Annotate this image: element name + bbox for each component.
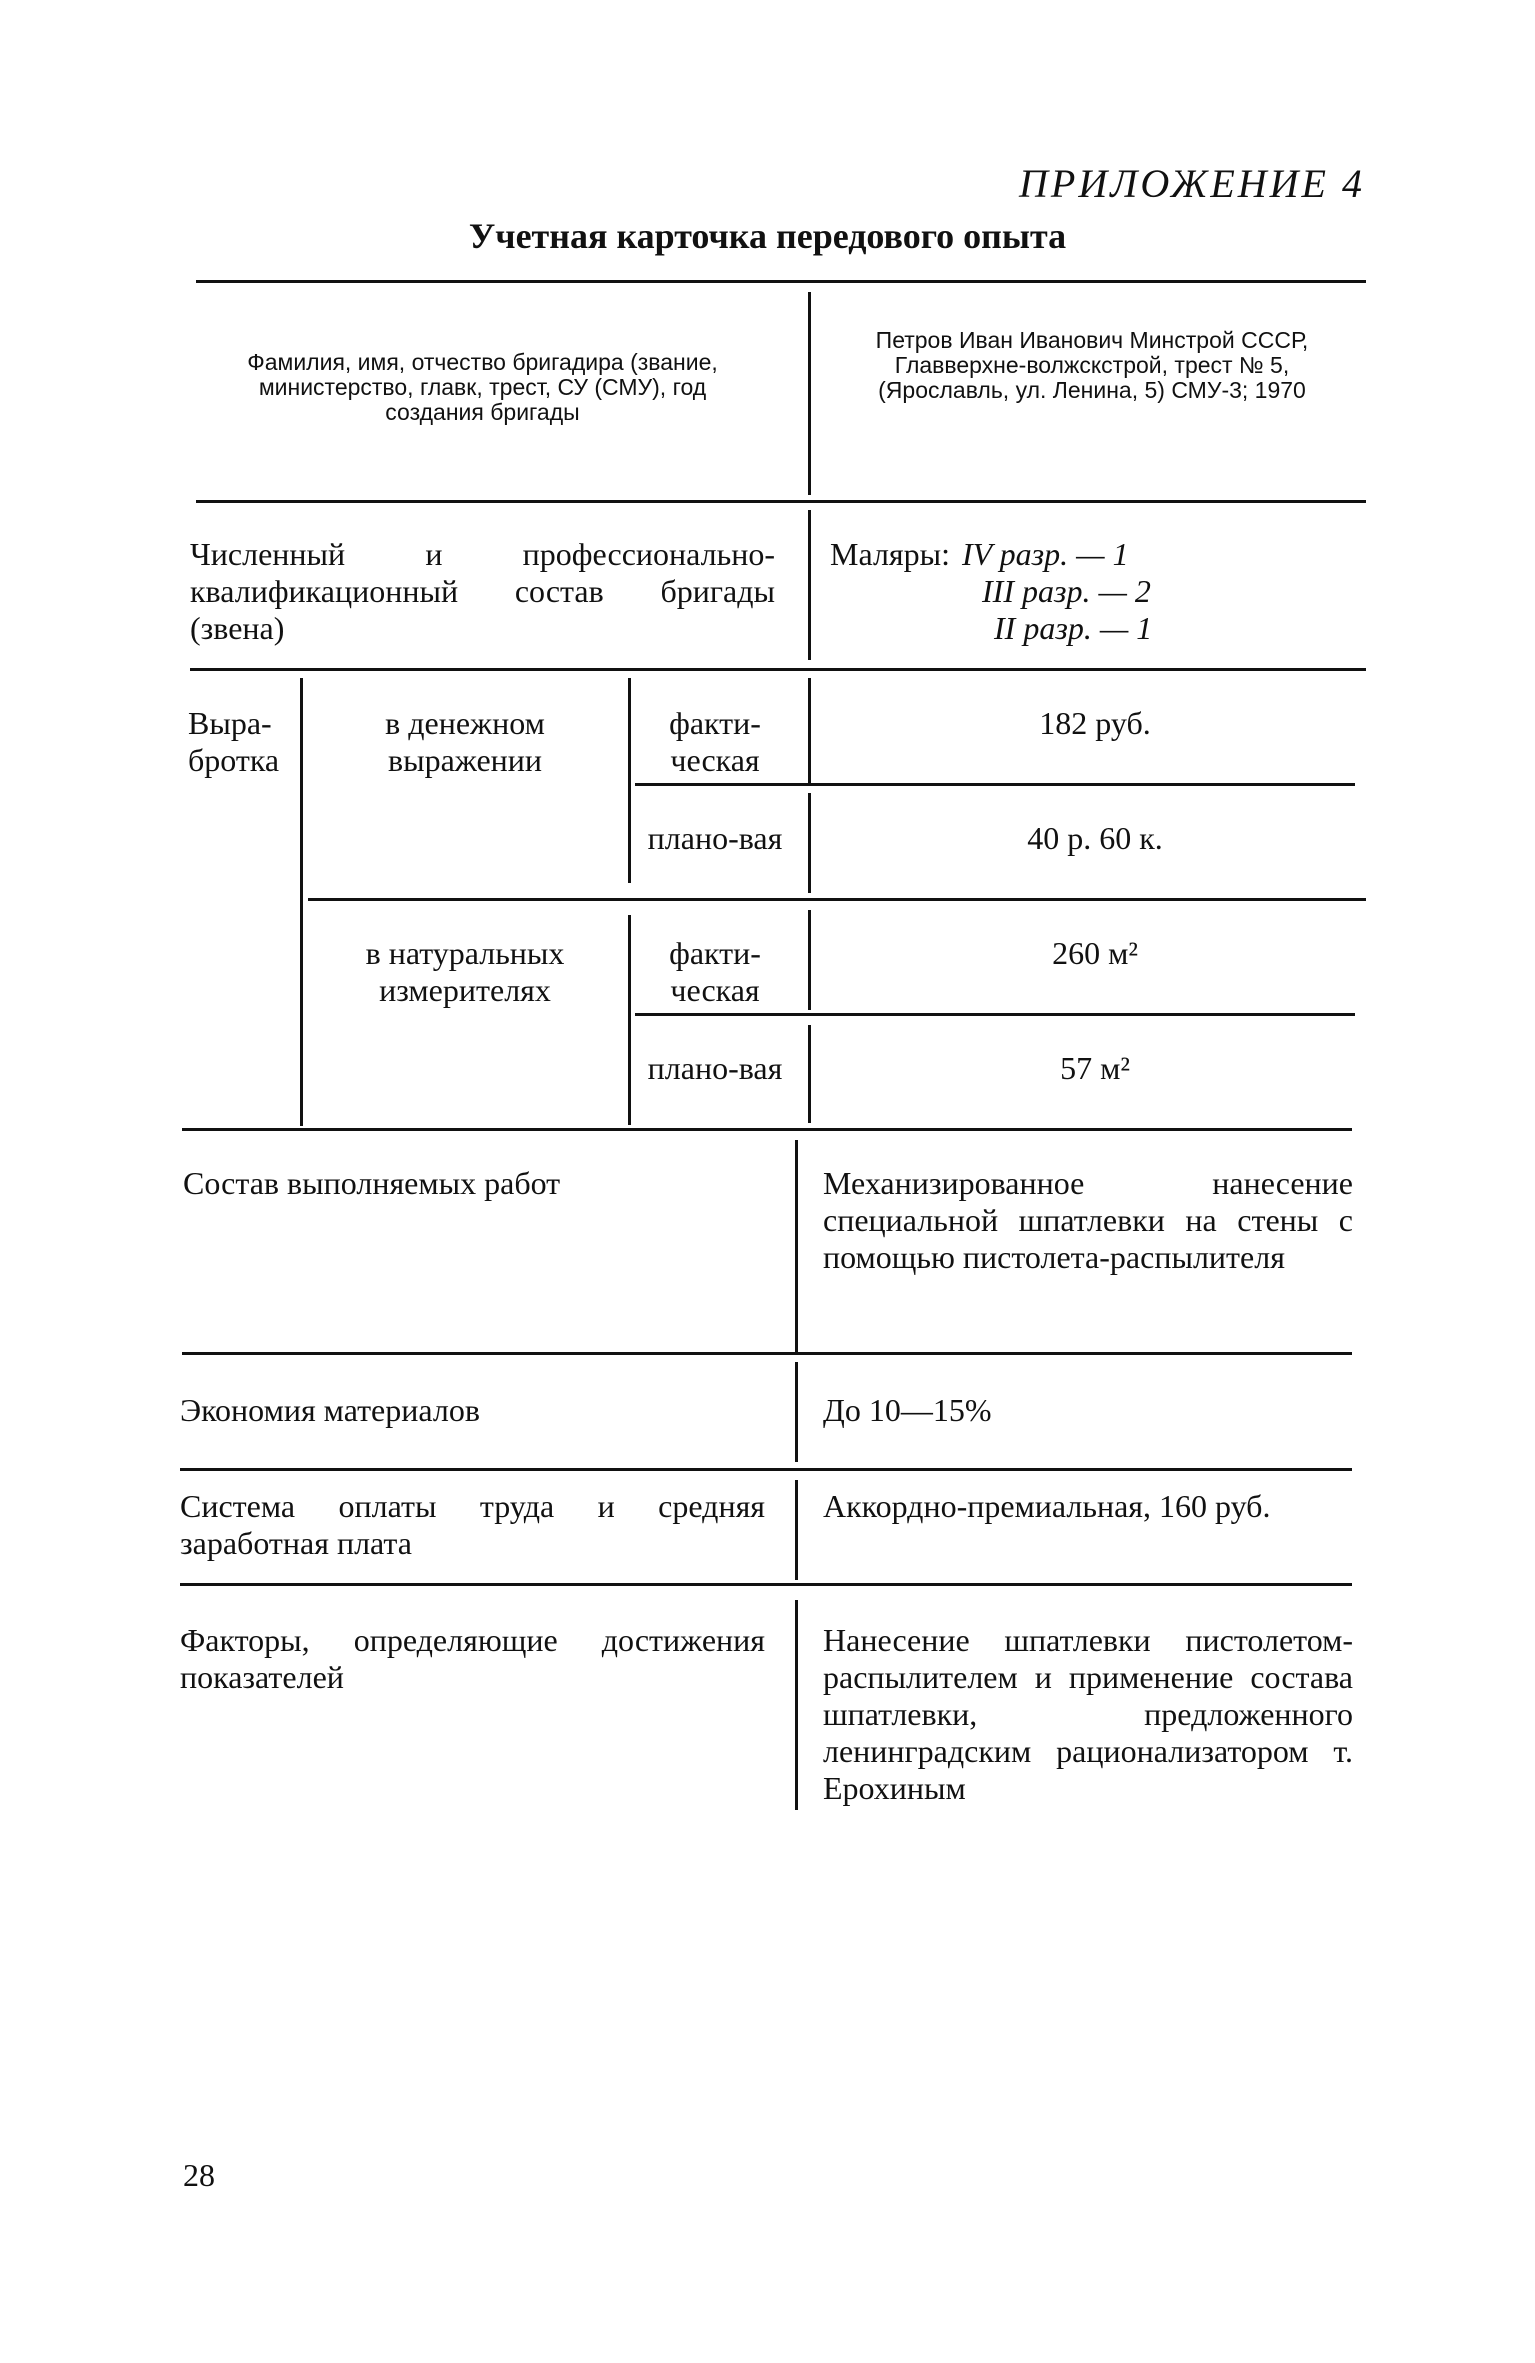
money-actual-value: 182 руб. — [1039, 705, 1151, 741]
divider — [180, 1468, 1352, 1471]
pay-label: Система оплаты труда и средняя заработная плата — [180, 1488, 765, 1561]
savings-value: До 10—15% — [823, 1392, 992, 1428]
column-divider — [795, 1362, 798, 1462]
column-divider — [808, 678, 811, 783]
factors-label: Факторы, определяющие достижения показателей — [180, 1622, 765, 1695]
composition-label: Численный и профессионально-квалификационный состав бригады (звена) — [190, 536, 775, 646]
money-planned-value: 40 р. 60 к. — [1027, 820, 1163, 856]
composition-value — [830, 536, 1152, 647]
grade-item: III разр. — 2 — [982, 573, 1151, 609]
divider — [182, 1128, 1352, 1131]
grade-item: II разр. — 1 — [994, 610, 1153, 646]
column-divider — [628, 915, 631, 1125]
natural-planned-value: 57 м² — [1060, 1050, 1130, 1086]
natural-actual-label: факти-ческая — [669, 935, 761, 1008]
money-actual-label: факти-ческая — [669, 705, 761, 778]
natural-actual-value: 260 м² — [1052, 935, 1138, 971]
column-divider — [808, 292, 811, 495]
money-label: в денежном выражении — [385, 705, 545, 778]
column-divider — [795, 1600, 798, 1810]
divider — [190, 668, 1366, 671]
grade-item: IV разр. — 1 — [962, 536, 1129, 572]
column-divider — [300, 678, 303, 1126]
factors-value: Нанесение шпатлевки пистолетом-распылителем и применение состава шпатлевки, предложенного ленинградским рационализатором т. Ерохиным — [823, 1622, 1353, 1806]
money-planned-label: плано-вая — [647, 820, 783, 856]
column-divider — [808, 1025, 811, 1123]
column-divider — [795, 1140, 798, 1352]
divider — [180, 1583, 1352, 1586]
column-divider — [628, 678, 631, 883]
page-title: Учетная карточка передового опыта — [468, 216, 1067, 256]
divider — [196, 280, 1366, 283]
output-label: Выра-бротка — [188, 705, 280, 778]
divider — [635, 1013, 1355, 1016]
appendix-label: ПРИЛОЖЕНИЕ 4 — [1019, 161, 1365, 206]
foreman-value: Петров Иван Иванович Минстрой СССР, Главверхне-волжскстрой, трест № 5, (Ярославль, ул. Ленина, 5) СМУ-3; 1970 — [875, 327, 1309, 403]
natural-planned-label: плано-вая — [647, 1050, 783, 1086]
pay-value: Аккордно-премиальная, 160 руб. — [823, 1488, 1271, 1524]
divider — [635, 783, 1355, 786]
column-divider — [808, 910, 811, 1010]
page-number: 28 — [183, 2157, 215, 2193]
column-divider — [808, 510, 811, 660]
divider — [196, 500, 1366, 503]
foreman-label: Фамилия, имя, отчество бригадира (звание, министерство, главк, трест, СУ (СМУ), год создания бригады — [247, 349, 718, 425]
composition-prefix: Маляры: — [830, 536, 951, 572]
natural-label: в натуральных измерителях — [365, 935, 565, 1008]
divider — [182, 1352, 1352, 1355]
savings-label: Экономия материалов — [180, 1392, 480, 1428]
column-divider — [808, 793, 811, 893]
works-label: Состав выполняемых работ — [183, 1165, 561, 1201]
works-value: Механизированное нанесение специальной шпатлевки на стены с помощью пистолета-распылителя — [823, 1165, 1353, 1275]
divider — [308, 898, 1366, 901]
column-divider — [795, 1480, 798, 1580]
